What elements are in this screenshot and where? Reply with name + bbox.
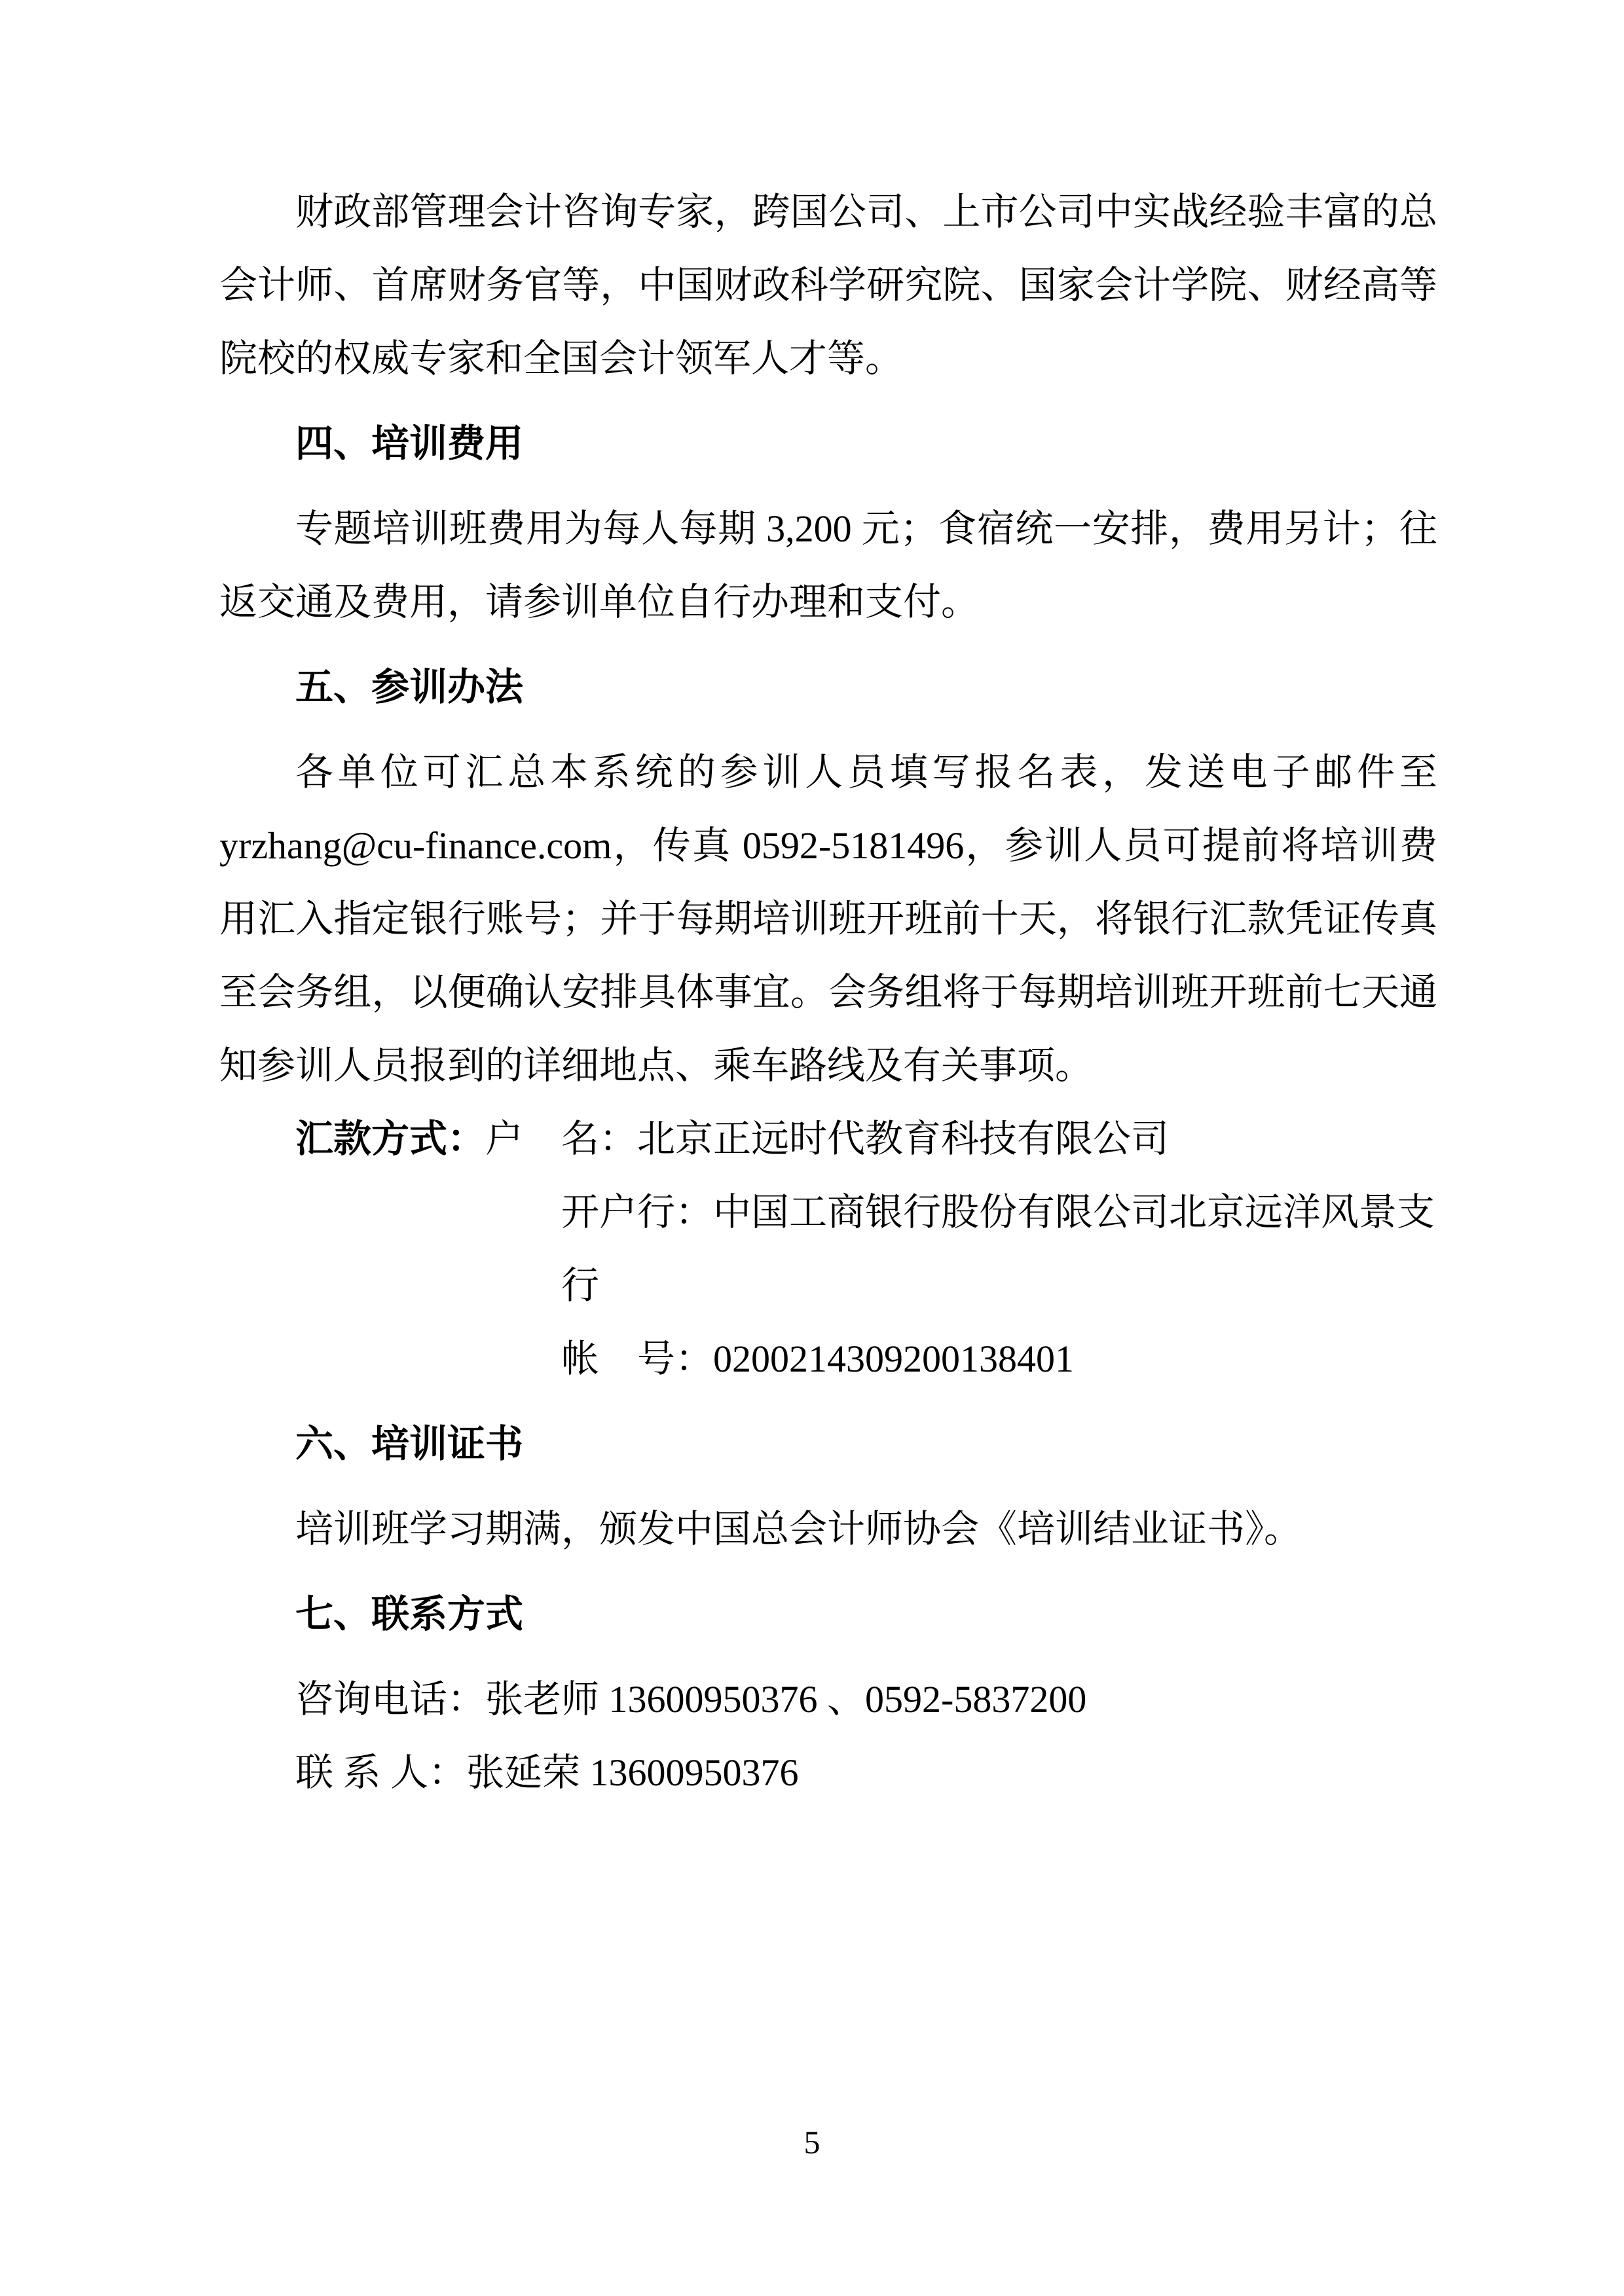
training-certificate-paragraph: 培训班学习期满，颁发中国总会计师协会《培训结业证书》。: [295, 1508, 1302, 1550]
remittance-account-name: 户 名：北京正远时代教育科技有限公司: [485, 1118, 1170, 1160]
contact-person-line: 联 系 人：张延荣 13600950376: [295, 1751, 799, 1794]
page-number: 5: [803, 2124, 821, 2160]
contact-phone-line: 咨询电话：张老师 13600950376 、0592-5837200: [295, 1678, 1087, 1721]
section-title-training-certificate: 六、培训证书: [295, 1423, 524, 1465]
intro-paragraph: 财政部管理会计咨询专家，跨国公司、上市公司中实战经验丰富的总会计师、首席财务官等，中国财政科学研究院、国家会计学院、财经高等院校的权威专家和全国会计领军人才等。: [219, 191, 1437, 380]
remittance-account-name-line: [219, 1102, 1437, 1176]
participation-method-paragraph: 各单位可汇总本系统的参训人员填写报名表，发送电子邮件至 yrzhang@cu-finance.com，传真 0592-5181496，参训人员可提前将培训费用汇入指定银行账号；并于每期培训班开班前十天，将银行汇款凭证传真至会务组，以便确认安排具体事宜。会务组将于每期培训班开班前七天通知参训人员报到的详细地点、乘车路线及有关事项。: [219, 751, 1437, 1087]
remittance-account-number-line: 帐 号：0200214309200138401: [561, 1338, 1075, 1380]
remittance-method-label: 汇款方式：: [295, 1118, 486, 1160]
remittance-bank-line: 开户行：中国工商银行股份有限公司北京远洋风景支行: [561, 1191, 1435, 1307]
section-title-contact-info: 七、联系方式: [295, 1593, 524, 1635]
section-title-participation-method: 五、参训办法: [295, 666, 524, 708]
training-fee-paragraph: 专题培训班费用为每人每期 3,200 元；食宿统一安排，费用另计；往返交通及费用，请参训单位自行办理和支付。: [219, 507, 1437, 623]
section-title-training-fee: 四、培训费用: [295, 422, 524, 465]
